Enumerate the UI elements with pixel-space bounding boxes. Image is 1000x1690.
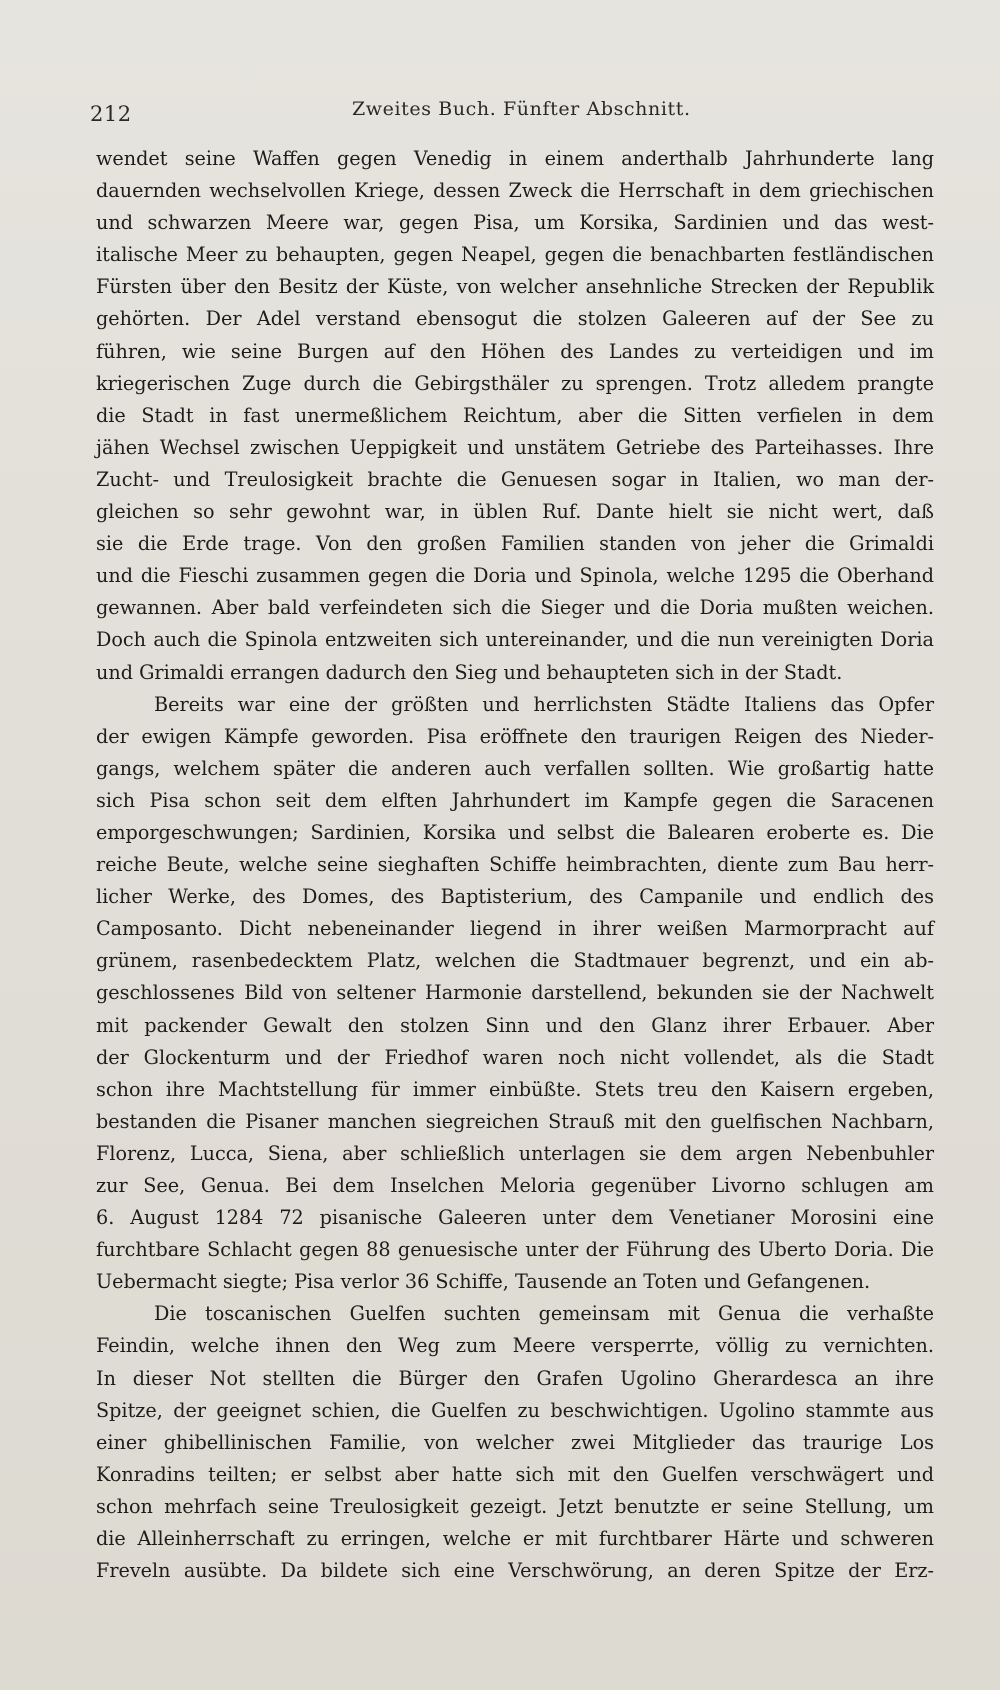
text-line: und die Fieschi zusammen gegen die Doria und Spinola, welche 1295 die Oberhand (96, 564, 934, 588)
text-line: geschlossenes Bild von seltener Harmonie darstellend, bekunden sie der Nachwelt (96, 981, 934, 1005)
text-line: sich Pisa schon seit dem elften Jahrhundert im Kampfe gegen die Saracenen (96, 788, 934, 812)
text-line: gangs, welchem später die anderen auch verfallen sollten. Wie großartig hatte (96, 756, 934, 780)
body-text (96, 143, 934, 1587)
text-line: die Alleinherrschaft zu erringen, welche er mit furchtbarer Härte und schweren (96, 1527, 934, 1551)
text-line: mit packender Gewalt den stolzen Sinn und den Glanz ihrer Erbauer. Aber (96, 1013, 934, 1037)
text-line: zur See, Genua. Bei dem Inselchen Meloria gegenüber Livorno schlugen am (96, 1174, 934, 1197)
text-line: dauernden wechselvollen Kriege, dessen Zweck die Herrschaft in dem griechischen (96, 179, 934, 203)
text-line: der ewigen Kämpfe geworden. Pisa eröffnete den traurigen Reigen des Nieder- (96, 724, 934, 748)
text-line: Camposanto. Dicht nebeneinander liegend in ihrer weißen Marmorpracht auf (96, 917, 934, 941)
text-line: schon ihre Machtstellung für immer einbüßte. Stets treu den Kaisern ergeben, (96, 1077, 934, 1101)
text-line: 6. August 1284 72 pisanische Galeeren unter dem Venetianer Morosini eine (96, 1206, 934, 1230)
text-line: Bereits war eine der größten und herrlichsten Städte Italiens das Opfer (154, 692, 934, 716)
text-line: licher Werke, des Domes, des Baptisterium, des Campanile und endlich des (96, 885, 934, 909)
text-line: Doch auch die Spinola entzweiten sich untereinander, und die nun vereinigten Doria (96, 628, 934, 652)
text-line: Feindin, welche ihnen den Weg zum Meere versperrte, völlig zu vernichten. (96, 1334, 934, 1358)
text-line: Die toscanischen Guelfen suchten gemeinsam mit Genua die verhaßte (154, 1302, 934, 1326)
text-line: Freveln ausübte. Da bildete sich eine Verschwörung, an deren Spitze der Erz- (96, 1559, 934, 1583)
running-head (90, 98, 940, 132)
text-line: Konradins teilten; er selbst aber hatte sich mit den Guelfen verschwägert und (96, 1462, 934, 1486)
text-line: einer ghibellinischen Familie, von welcher zwei Mitglieder das traurige Los (96, 1430, 934, 1454)
text-line: der Glockenturm und der Friedhof waren noch nicht vollendet, als die Stadt (96, 1045, 934, 1069)
text-line: führen, wie seine Burgen auf den Höhen des Landes zu verteidigen und im (96, 339, 934, 363)
text-line: und schwarzen Meere war, gegen Pisa, um Korsika, Sardinien und das west- (96, 211, 934, 235)
text-line: Zucht- und Treulosigkeit brachte die Genuesen sogar in Italien, wo man der- (96, 467, 934, 491)
text-line: sie die Erde trage. Von den großen Familien standen von jeher die Grimaldi (96, 532, 934, 556)
text-line: gewannen. Aber bald verfeindeten sich die Sieger und die Doria mußten weichen. (96, 596, 934, 620)
text-line: reiche Beute, welche seine sieghaften Schiffe heimbrachten, diente zum Bau herr- (96, 853, 934, 877)
text-line: In dieser Not stellten die Bürger den Grafen Ugolino Gherardesca an ihre (96, 1366, 934, 1390)
text-line: gehörten. Der Adel verstand ebensogut die stolzen Galeeren auf der See zu (96, 307, 934, 331)
page-number: 212 (90, 102, 132, 126)
text-line: jähen Wechsel zwischen Ueppigkeit und unstätem Getriebe des Parteihasses. Ihre (96, 435, 934, 459)
text-line: gleichen so sehr gewohnt war, in üblen Ruf. Dante hielt sie nicht wert, daß (96, 500, 934, 524)
text-line: wendet seine Waffen gegen Venedig in einem anderthalb Jahrhunderte lang (96, 147, 934, 170)
text-line: Fürsten über den Besitz der Küste, von welcher ansehnliche Strecken der Republik (96, 275, 934, 299)
text-line: Uebermacht siegte; Pisa verlor 36 Schiffe, Tausende an Toten und Gefangenen. (96, 1270, 871, 1294)
text-line: bestanden die Pisaner manchen siegreichen Strauß mit den guelfischen Nachbarn, (96, 1109, 934, 1133)
text-line: und Grimaldi errangen dadurch den Sieg und behaupteten sich in der Stadt. (96, 660, 843, 684)
text-line: schon mehrfach seine Treulosigkeit gezeigt. Jetzt benutzte er seine Stellung, um (96, 1494, 934, 1518)
text-line: italische Meer zu behaupten, gegen Neapel, gegen die benachbarten festländischen (96, 243, 934, 267)
text-line: kriegerischen Zuge durch die Gebirgsthäler zu sprengen. Trotz alledem prangte (96, 371, 934, 395)
text-line: die Stadt in fast unermeßlichem Reichtum, aber die Sitten verfielen in dem (96, 403, 934, 427)
text-line: Florenz, Lucca, Siena, aber schließlich unterlagen sie dem argen Nebenbuhler (96, 1141, 934, 1165)
text-line: emporgeschwungen; Sardinien, Korsika und selbst die Balearen eroberte es. Die (96, 820, 934, 844)
running-title: Zweites Buch. Fünfter Abschnitt. (352, 98, 691, 120)
text-line: furchtbare Schlacht gegen 88 genuesische unter der Führung des Uberto Doria. Die (96, 1238, 934, 1262)
text-line: grünem, rasenbedecktem Platz, welchen die Stadtmauer begrenzt, und ein ab- (96, 949, 934, 973)
text-line: Spitze, der geeignet schien, die Guelfen zu beschwichtigen. Ugolino stammte aus (96, 1398, 934, 1422)
